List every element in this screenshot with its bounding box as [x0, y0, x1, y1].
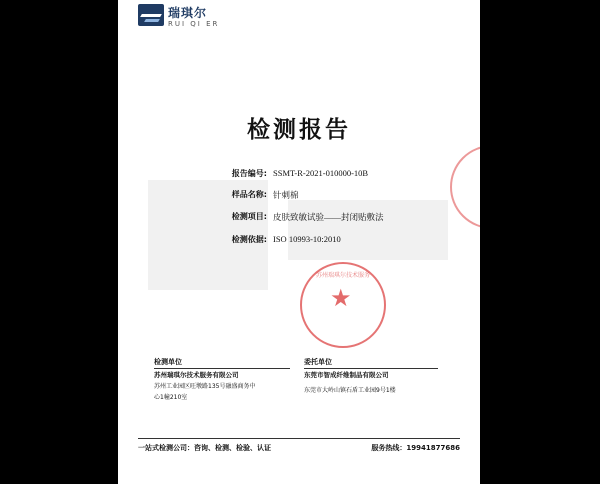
report-title: 检测报告: [247, 117, 351, 143]
footer-hotline: 服务热线：19941877686: [371, 444, 460, 452]
client-name: 东莞市智成纤维制品有限公司: [304, 371, 389, 379]
client-heading: 委托单位: [304, 358, 332, 366]
field-test-item: [118, 211, 480, 225]
report-page: [118, 0, 480, 484]
field-value: ISO 10993-10:2010: [273, 234, 341, 244]
field-label: 检测项目:: [231, 212, 267, 221]
company-seal: [300, 262, 386, 348]
logo-mark-icon: [138, 4, 164, 26]
field-value: 皮肤致敏试验——封闭贴敷法: [273, 212, 384, 222]
field-label: 检测依据:: [231, 235, 267, 244]
field-test-standard: [118, 234, 480, 248]
field-label: 样品名称:: [231, 190, 267, 199]
field-value: SSMT-R-2021-010000-10B: [273, 168, 369, 178]
footer-divider: [138, 438, 460, 439]
field-label: 报告编号:: [231, 169, 267, 178]
footer-services: 一站式检测公司：咨询、检测、检验、认证: [138, 444, 271, 452]
company-logo: [138, 2, 248, 32]
client-address: 东莞市大岭山镇石盾工业园9号1楼: [304, 387, 396, 394]
testing-unit-address-2: 心1幢210室: [154, 394, 188, 401]
testing-unit-address-1: 苏州工业园区旺墩路135号融盛商务中: [154, 383, 256, 390]
field-value: 针刺棉: [273, 190, 299, 200]
seal-text: 苏州瑞琪尔技术服务: [315, 272, 370, 279]
testing-unit-name: 苏州瑞琪尔技术服务有限公司: [154, 371, 239, 379]
divider: [304, 368, 438, 369]
star-icon: ★: [330, 284, 352, 312]
divider: [154, 368, 290, 369]
field-sample-name: [118, 189, 480, 203]
logo-name-cn: 瑞琪尔: [168, 6, 208, 20]
logo-name-en: RUI QI ER: [168, 20, 220, 28]
testing-unit-heading: 检测单位: [154, 358, 182, 366]
field-report-number: [118, 168, 480, 182]
